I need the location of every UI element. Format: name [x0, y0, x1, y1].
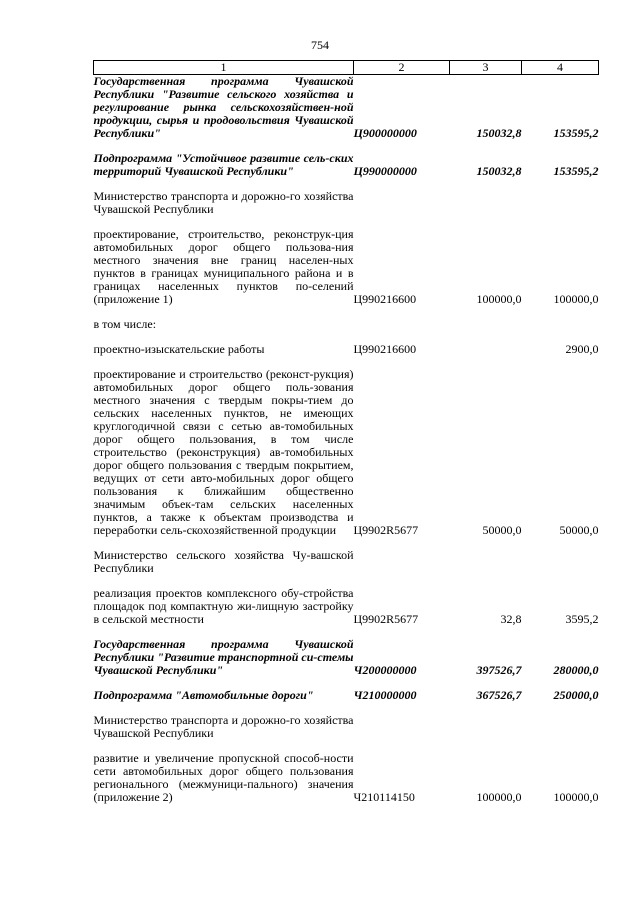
row-description: реализация проектов комплексного обу-стройства площадок под компактную жи-лищную застройку в сельской местности — [93, 586, 354, 626]
table-row — [94, 368, 599, 537]
row-target-code: Ц9902R5677 — [353, 523, 419, 537]
row-description: проектирование и строительство (реконст-рукция) автомобильных дорог общего поль-зования местного значения с твердым покры-тием до сельских населенных пунктов, не имеющих круглогодичной связи с сетью ав-томобильных дорог общего пользования, в том числе строительство (реконструкция) ав-томобильных дорог общего пользования с твердым покрытием, ведущих от сети авто-мобильных дорог общего пользования к ближайшим общественно значимым объек-там сельских населенных пунктов, а также к объектам производства и переработки сель-скохозяйственной продукции — [93, 367, 354, 537]
table-body — [94, 75, 599, 805]
row-target-code: Ч200000000 — [353, 663, 417, 677]
row-value-col3: 397526,7 — [476, 663, 522, 677]
row-value-col3 — [450, 343, 522, 356]
row-target-code — [354, 549, 450, 575]
row-value-col4 — [522, 190, 599, 216]
table-row — [94, 318, 599, 331]
row-value-col3: 150032,8 — [476, 126, 522, 140]
table-row — [94, 752, 599, 804]
page-number: 754 — [311, 38, 329, 52]
row-target-code: Ц9902R5677 — [353, 612, 419, 626]
row-description: проектно-изыскательские работы — [93, 342, 265, 356]
row-value-col3 — [450, 318, 522, 331]
row-value-col3: 367526,7 — [476, 688, 522, 702]
row-value-col3: 100000,0 — [476, 292, 522, 306]
row-value-col4: 100000,0 — [553, 292, 599, 306]
row-description: Государственная программа Чувашской Республики "Развитие транспортной си-стемы Чувашской Республики" — [93, 637, 354, 677]
row-spacer-cell — [94, 306, 599, 318]
row-target-code: Ц990216600 — [353, 342, 417, 356]
table-row — [94, 228, 599, 306]
table-row — [94, 152, 599, 178]
table-row — [94, 549, 599, 575]
row-target-code — [354, 190, 450, 216]
row-target-code — [354, 318, 450, 331]
header-col-4: 4 — [522, 61, 599, 75]
row-description: Министерство транспорта и дорожно-го хозяйства Чувашской Республики — [93, 713, 354, 740]
row-value-col4: 280000,0 — [553, 663, 599, 677]
table-header — [94, 61, 599, 75]
table-row — [94, 689, 599, 702]
table-row — [94, 587, 599, 626]
row-value-col3: 50000,0 — [482, 523, 522, 537]
row-value-col3: 100000,0 — [476, 790, 522, 804]
row-value-col4 — [522, 318, 599, 331]
budget-table — [93, 60, 599, 804]
row-description: Подпрограмма "Устойчивое развитие сель-ских территорий Чувашской Республики" — [93, 151, 354, 178]
row-target-code: Ц990216600 — [353, 292, 417, 306]
table-row — [94, 343, 599, 356]
row-value-col4: 153595,2 — [553, 164, 599, 178]
row-value-col3 — [450, 190, 522, 216]
table-row — [94, 714, 599, 740]
row-value-col4: 250000,0 — [553, 688, 599, 702]
header-col-2: 2 — [354, 61, 450, 75]
row-value-col3 — [450, 549, 522, 575]
table-row — [94, 190, 599, 216]
row-value-col3: 150032,8 — [476, 164, 522, 178]
row-value-col3: 32,8 — [500, 612, 522, 626]
header-col-3: 3 — [450, 61, 522, 75]
row-spacer — [94, 306, 599, 318]
row-value-col4: 3595,2 — [565, 612, 599, 626]
row-value-col4 — [522, 549, 599, 575]
row-value-col4 — [522, 714, 599, 740]
row-description: Министерство транспорта и дорожно-го хозяйства Чувашской Республики — [93, 189, 354, 216]
row-target-code — [354, 714, 450, 740]
row-value-col4: 50000,0 — [559, 523, 599, 537]
row-description: Министерство сельского хозяйства Чу-вашской Республики — [93, 548, 354, 575]
row-target-code: Ц900000000 — [353, 126, 417, 140]
header-row — [94, 61, 599, 75]
row-target-code: Ч210000000 — [353, 688, 417, 702]
table-row — [94, 638, 599, 677]
header-col-1: 1 — [94, 61, 354, 75]
row-description: развитие и увеличение пропускной способ-ности сети автомобильных дорог общего пользования регионального (межмуници-пального) значения (приложение 2) — [93, 751, 354, 804]
row-target-code: Ч210114150 — [353, 790, 415, 804]
row-description: проектирование, строительство, реконструк-ция автомобильных дорог общего пользова-ния местного значения вне границ населен-ных пунктов в границах муниципального района и в границах населенных пунктов по-селений (приложение 1) — [93, 227, 354, 306]
row-value-col4: 100000,0 — [553, 790, 599, 804]
row-value-col3 — [450, 714, 522, 740]
table-row — [94, 75, 599, 141]
row-value-col4: 2900,0 — [565, 342, 599, 356]
row-description: в том числе: — [93, 317, 157, 331]
row-target-code: Ц990000000 — [353, 164, 417, 178]
row-description: Подпрограмма "Автомобильные дороги" — [93, 688, 314, 702]
row-description: Государственная программа Чувашской Республики "Развитие сельского хозяйства и регулирование рынка сельскохозяйствен-ной продукции, сырья и продовольствия Чувашской Республики" — [93, 74, 354, 140]
row-value-col4: 153595,2 — [553, 126, 599, 140]
